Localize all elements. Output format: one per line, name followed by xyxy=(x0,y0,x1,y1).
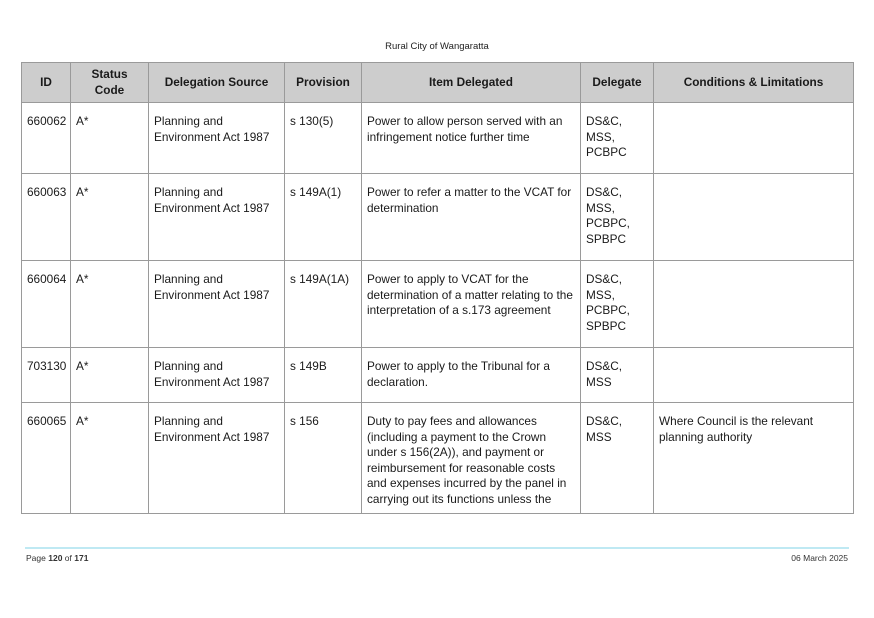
cell-provision: s 156 xyxy=(285,403,362,514)
cell-item: Power to refer a matter to the VCAT for determination xyxy=(362,174,581,261)
column-header-conditions: Conditions & Limitations xyxy=(654,63,854,103)
page-current: 120 xyxy=(48,553,63,563)
footer-divider xyxy=(25,547,849,549)
table-row xyxy=(22,261,854,348)
cell-status: A* xyxy=(71,174,149,261)
cell-provision: s 130(5) xyxy=(285,103,362,174)
cell-status: A* xyxy=(71,103,149,174)
cell-conditions: Where Council is the relevant planning authority xyxy=(654,403,854,514)
cell-delegate: DS&C, MSS, PCBPC, SPBPC xyxy=(581,174,654,261)
cell-item: Power to apply to the Tribunal for a declaration. xyxy=(362,348,581,403)
cell-source: Planning and Environment Act 1987 xyxy=(149,403,285,514)
cell-provision: s 149A(1) xyxy=(285,174,362,261)
column-header-item-delegated: Item Delegated xyxy=(362,63,581,103)
cell-source: Planning and Environment Act 1987 xyxy=(149,103,285,174)
cell-item: Power to apply to VCAT for the determination of a matter relating to the interpretation of a s.173 agreement xyxy=(362,261,581,348)
cell-id: 703130 xyxy=(22,348,71,403)
cell-conditions xyxy=(654,174,854,261)
page-total: 171 xyxy=(74,553,89,563)
table-row xyxy=(22,403,854,514)
cell-id: 660062 xyxy=(22,103,71,174)
cell-conditions xyxy=(654,261,854,348)
table-row xyxy=(22,103,854,174)
cell-source: Planning and Environment Act 1987 xyxy=(149,348,285,403)
column-header-delegation-source: Delegation Source xyxy=(149,63,285,103)
cell-status: A* xyxy=(71,261,149,348)
cell-source: Planning and Environment Act 1987 xyxy=(149,261,285,348)
cell-delegate: DS&C, MSS, PCBPC xyxy=(581,103,654,174)
cell-id: 660063 xyxy=(22,174,71,261)
page-number xyxy=(26,553,88,563)
cell-item: Power to allow person served with an infringement notice further time xyxy=(362,103,581,174)
cell-delegate: DS&C, MSS xyxy=(581,403,654,514)
cell-item: Duty to pay fees and allowances (including a payment to the Crown under s 156(2A)), and payment or reimbursement for reasonable costs and expenses incurred by the panel in carrying out its functions unless the xyxy=(362,403,581,514)
column-header-delegate: Delegate xyxy=(581,63,654,103)
page-prefix: Page xyxy=(26,553,46,563)
cell-status: A* xyxy=(71,403,149,514)
cell-provision: s 149B xyxy=(285,348,362,403)
cell-delegate: DS&C, MSS, PCBPC, SPBPC xyxy=(581,261,654,348)
cell-delegate: DS&C, MSS xyxy=(581,348,654,403)
page-of: of xyxy=(64,553,72,563)
cell-provision: s 149A(1A) xyxy=(285,261,362,348)
cell-id: 660065 xyxy=(22,403,71,514)
delegation-table xyxy=(21,62,854,514)
table-row xyxy=(22,174,854,261)
cell-id: 660064 xyxy=(22,261,71,348)
cell-source: Planning and Environment Act 1987 xyxy=(149,174,285,261)
table-header-row xyxy=(22,63,854,103)
column-header-id: ID xyxy=(22,63,71,103)
column-header-provision: Provision xyxy=(285,63,362,103)
footer-date: 06 March 2025 xyxy=(791,553,848,563)
page-header-title: Rural City of Wangaratta xyxy=(385,41,489,52)
table-row xyxy=(22,348,854,403)
cell-conditions xyxy=(654,348,854,403)
cell-conditions xyxy=(654,103,854,174)
cell-status: A* xyxy=(71,348,149,403)
column-header-status-code: Status Code xyxy=(71,63,149,103)
